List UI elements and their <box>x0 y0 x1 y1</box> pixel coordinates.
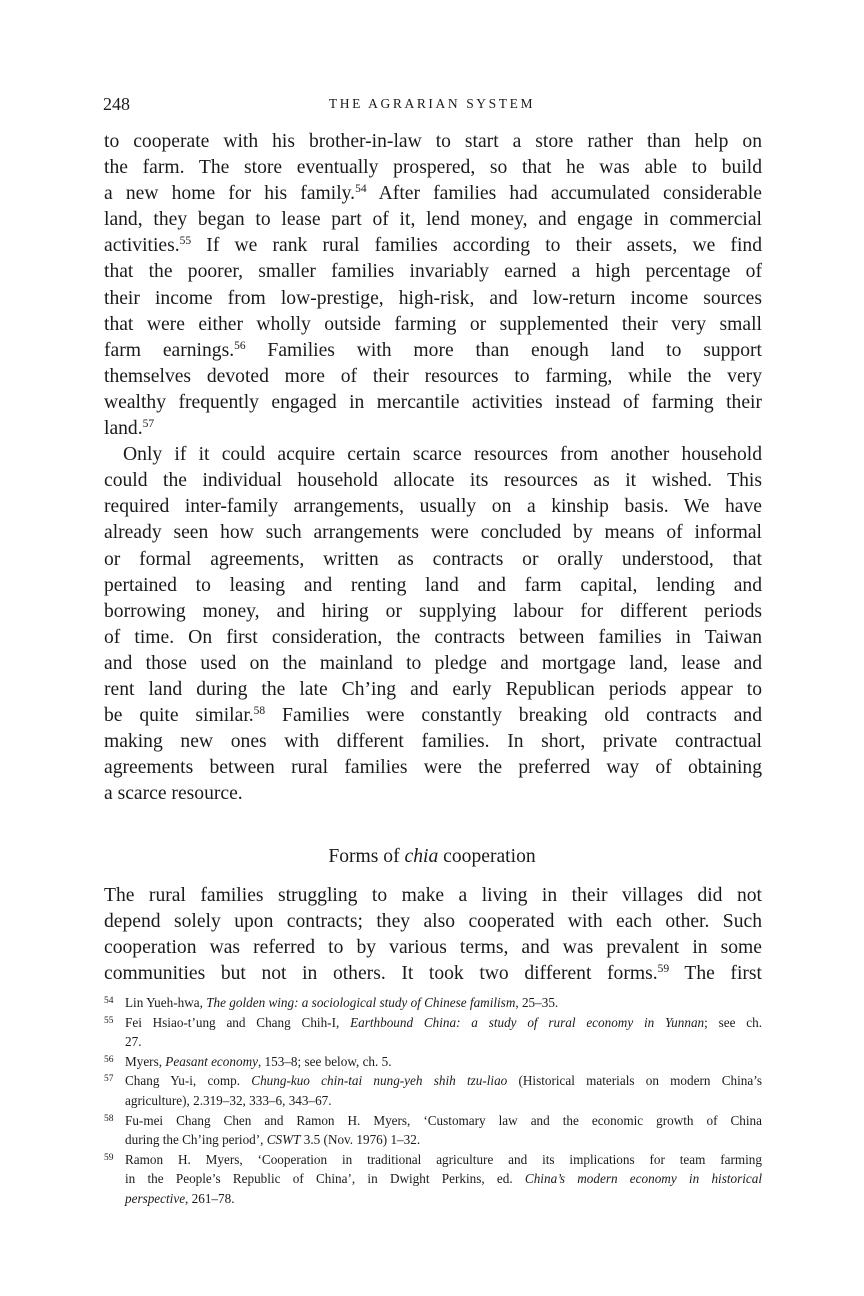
text-line: the farm. The store eventually prospered, so that he was able to build <box>104 157 762 179</box>
footnote-number: 54 <box>104 996 114 1006</box>
text-line: a new home for his family.$^{54}$ After families had accumulated considerable <box>104 183 762 205</box>
text-line: agreements between rural families were the preferred way of obtaining <box>104 757 762 779</box>
footnote-ref: 57 <box>142 418 155 431</box>
text-line: communities but not in others. It took two different forms.$^{59}$ The first <box>104 963 762 985</box>
footnote: 59 Ramon H. Myers, ‘Cooperation in traditional agriculture and its implications for team farming in the People’s Republic of China’, in Dwight Perkins, ed. China’s modern economy in historical perspective, 261–78. <box>104 1150 762 1209</box>
footnote-number: 55 <box>104 1015 114 1026</box>
text-line: Only if it could acquire certain scarce resources from another household <box>123 444 762 466</box>
footnote-number: 56 <box>104 1054 114 1065</box>
text-line: of time. On first consideration, the contracts between families in Taiwan <box>104 626 762 648</box>
body-text <box>104 129 762 807</box>
footnote: 55 Fei Hsiao-t’ung and Chang Chih-I, Earthbound China: a study of rural economy in Yunnan; see ch. 27. <box>104 1013 762 1052</box>
text-line: The rural families struggling to make a living in their villages did not <box>104 885 762 906</box>
text-line: land, they began to lease part of it, lend money, and engage in commercial <box>104 209 762 231</box>
footnote-ref: 56 <box>234 339 246 352</box>
text-line: pertained to leasing and renting land and farm capital, lending and <box>104 574 762 596</box>
footnote-ref: 54 <box>355 183 367 196</box>
footnote: 57 Chang Yu-i, comp. Chung-kuo chin-tai nung-yeh shih tzu-liao (Historical materials on modern China’s agriculture), 2.319–32, 333–6, 343–67. <box>104 1071 762 1110</box>
footnote: 56 Myers, Peasant economy, 153–8; see below, ch. 5. <box>104 1052 762 1072</box>
text-line: already seen how such arrangements were concluded by means of informal <box>104 522 762 544</box>
footnote: 54 Lin Yueh-hwa, The golden wing: a sociological study of Chinese familism, 25–35. <box>104 993 762 1013</box>
text-line: their income from low-prestige, high-risk, and low-return income sources <box>104 287 762 309</box>
text-line: that the poorer, smaller families invariably earned a high percentage of <box>104 261 762 283</box>
footnote-number: 57 <box>104 1074 114 1085</box>
paragraph-2 <box>104 442 762 807</box>
text-line: be quite similar.$^{58}$ Families were constantly breaking old contracts and <box>104 705 762 727</box>
text-line: and those used on the mainland to pledge and mortgage land, lease and <box>104 652 762 674</box>
footnote: 58 Fu-mei Chang Chen and Ramon H. Myers, ‘Customary law and the economic growth of China during the Ch’ing period’, CSWT 3.5 (Nov. 1976) 1–32. <box>104 1111 762 1150</box>
text-line: farm earnings.$^{56}$ Families with more than enough land to support <box>104 339 762 361</box>
text-line: cooperation was referred to by various terms, and was prevalent in some <box>104 937 762 959</box>
section-heading: Forms of chia cooperation <box>328 846 536 867</box>
text-line: borrowing money, and hiring or supplying labour for different periods <box>104 600 762 622</box>
text-line: making new ones with different families. In short, private contractual <box>104 731 762 753</box>
footnote-number: 58 <box>104 1113 114 1124</box>
page-number: 248 <box>103 94 130 114</box>
running-title: THE AGRARIAN SYSTEM <box>328 96 536 111</box>
footnote-ref: 55 <box>179 235 192 248</box>
paragraph-3 <box>104 883 762 987</box>
text-line: a scarce resource. <box>104 783 243 805</box>
text-line: rent land during the late Ch’ing and early Republican periods appear to <box>104 678 762 700</box>
text-line: could the individual household allocate its resources as it wished. This <box>104 470 762 492</box>
running-head <box>0 92 864 116</box>
footnote-number: 59 <box>104 1152 114 1163</box>
text-line: wealthy frequently engaged in mercantile activities instead of farming their <box>104 391 762 413</box>
text-line: or formal agreements, written as contracts or orally understood, that <box>104 548 762 570</box>
footnote-ref: 59 <box>657 963 670 976</box>
text-line: land.$^{57}$ <box>104 418 155 440</box>
text-line: that were either wholly outside farming or supplemented their very small <box>104 313 762 335</box>
text-line: activities.$^{55}$ If we rank rural families according to their assets, we find <box>104 235 762 257</box>
paragraph-1 <box>104 129 762 442</box>
text-line: themselves devoted more of their resources to farming, while the very <box>104 365 762 387</box>
footnote-ref: 58 <box>253 705 266 718</box>
footnotes <box>104 993 762 1209</box>
text-line: required inter-family arrangements, usually on a kinship basis. We have <box>104 496 762 518</box>
text-line: to cooperate with his brother-in-law to start a store rather than help on <box>104 131 762 152</box>
text-line: depend solely upon contracts; they also cooperated with each other. Such <box>104 911 762 933</box>
